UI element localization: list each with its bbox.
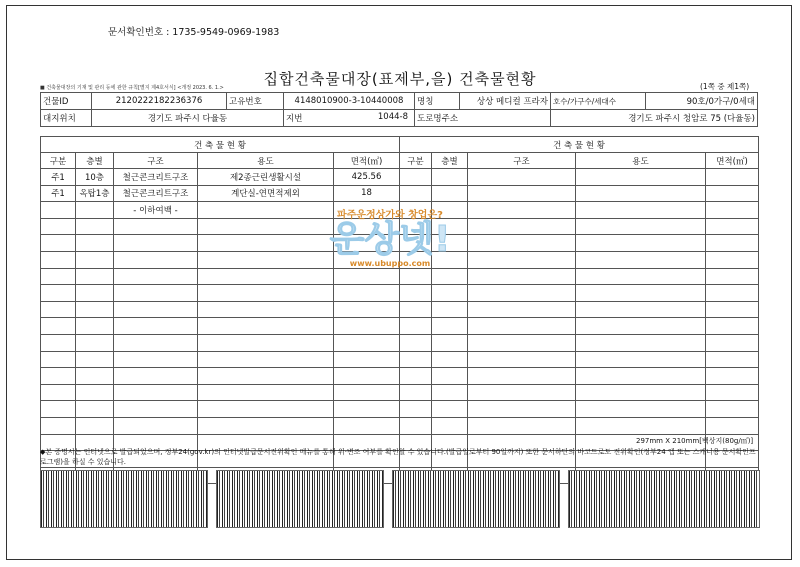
empty-row	[41, 301, 759, 318]
barcode-3	[392, 470, 560, 528]
row-area: 18	[334, 185, 400, 202]
header-use: 용도	[198, 153, 334, 169]
watermark-url: www.ubuppo.com	[349, 259, 431, 268]
row-floor: 10층	[76, 169, 114, 186]
building-id-value: 2120222182236376	[92, 93, 227, 110]
row-use: 계단실-연면적제외	[198, 185, 334, 202]
row-structure: 철근콘크리트구조	[114, 185, 198, 202]
row-use	[198, 202, 334, 219]
table-row	[41, 185, 759, 202]
empty-row	[41, 235, 759, 252]
units-label: 호수/가구수/세대수	[551, 93, 646, 110]
row-use: 제2종근린생활시설	[198, 169, 334, 186]
watermark-tagline: 파주운정상가와 창업은?	[337, 210, 443, 221]
watermark-logo: 운상넷!	[329, 219, 451, 260]
empty-row	[41, 285, 759, 302]
law-note: ■ 건축물대장의 기재 및 관리 등에 관한 규칙[별지 제4호서식] <개정 2023. 6. 1.>	[40, 85, 224, 91]
barcode-4	[568, 470, 760, 528]
building-status-table	[40, 136, 759, 484]
empty-row	[41, 351, 759, 368]
empty-row	[41, 318, 759, 335]
site-value: 경기도 파주시 다율동	[92, 110, 284, 127]
document-title: 집합건축물대장(표제부,을) 건축물현황	[263, 70, 537, 88]
row-area: 425.56	[334, 169, 400, 186]
header-type-right: 구분	[400, 153, 432, 169]
name-value: 상상 메디컬 프라자	[460, 93, 551, 110]
table-row	[41, 202, 759, 219]
site-label: 대지위치	[41, 110, 92, 127]
empty-row	[41, 417, 759, 434]
building-info-table	[40, 92, 758, 127]
row-structure: 철근콘크리트구조	[114, 169, 198, 186]
row-end-marker: - 이하여백 -	[114, 202, 198, 219]
building-id-label: 건물ID	[41, 93, 92, 110]
header-type: 구분	[41, 153, 76, 169]
header-use-right: 용도	[576, 153, 706, 169]
header-floor-right: 층별	[432, 153, 468, 169]
verification-notice: ◆본 증명서는 인터넷으로 발급되었으며, 정부24(gov.kr)의 인터넷발급문서진위확인 메뉴를 통해 위·변조 여부를 확인할 수 있습니다.(발급일로부터 90일까지) 또한 문서하단의 바코드로도 진위확인(정부24 앱 또는 스캐너용 문서확인프로그램)을 하실 수 있습니다.	[40, 448, 756, 466]
row-type: 주1	[41, 185, 76, 202]
unique-no-label: 고유번호	[227, 93, 284, 110]
row-floor	[76, 202, 114, 219]
unique-no-value: 4148010900-3-10440008	[284, 93, 415, 110]
header-area: 면적(㎡)	[334, 153, 400, 169]
name-label: 명칭	[415, 93, 460, 110]
paper-size: 297mm X 210mm[백상지(80g/㎡)]	[636, 437, 754, 445]
section-title-left: 건 축 물 현 황	[41, 137, 400, 153]
page-info: (1쪽 중 제1쪽)	[700, 82, 750, 91]
row-area	[334, 202, 400, 219]
lot-value: 1044-8	[377, 112, 408, 122]
road-label: 도로명주소	[415, 110, 551, 127]
table-row	[41, 169, 759, 186]
barcode-strip	[40, 470, 758, 526]
row-type	[41, 202, 76, 219]
empty-row	[41, 401, 759, 418]
units-value: 90호/0가구/0세대	[646, 93, 758, 110]
barcode-2	[216, 470, 384, 528]
lot-cell	[284, 110, 415, 127]
lot-label: 지번	[286, 114, 303, 124]
barcode-1	[40, 470, 208, 528]
empty-row	[41, 251, 759, 268]
header-structure: 구조	[114, 153, 198, 169]
empty-row	[41, 384, 759, 401]
header-area-right: 면적(㎡)	[706, 153, 759, 169]
section-title-right: 건 축 물 현 황	[400, 137, 759, 153]
empty-row	[41, 334, 759, 351]
document-number: 문서확인번호 : 1735-9549-0969-1983	[108, 27, 280, 38]
header-floor: 층별	[76, 153, 114, 169]
empty-row	[41, 218, 759, 235]
row-floor: 옥탑1층	[76, 185, 114, 202]
empty-row	[41, 268, 759, 285]
empty-row	[41, 368, 759, 385]
row-type: 주1	[41, 169, 76, 186]
header-structure-right: 구조	[468, 153, 576, 169]
road-value: 경기도 파주시 청암로 75 (다율동)	[551, 110, 758, 127]
